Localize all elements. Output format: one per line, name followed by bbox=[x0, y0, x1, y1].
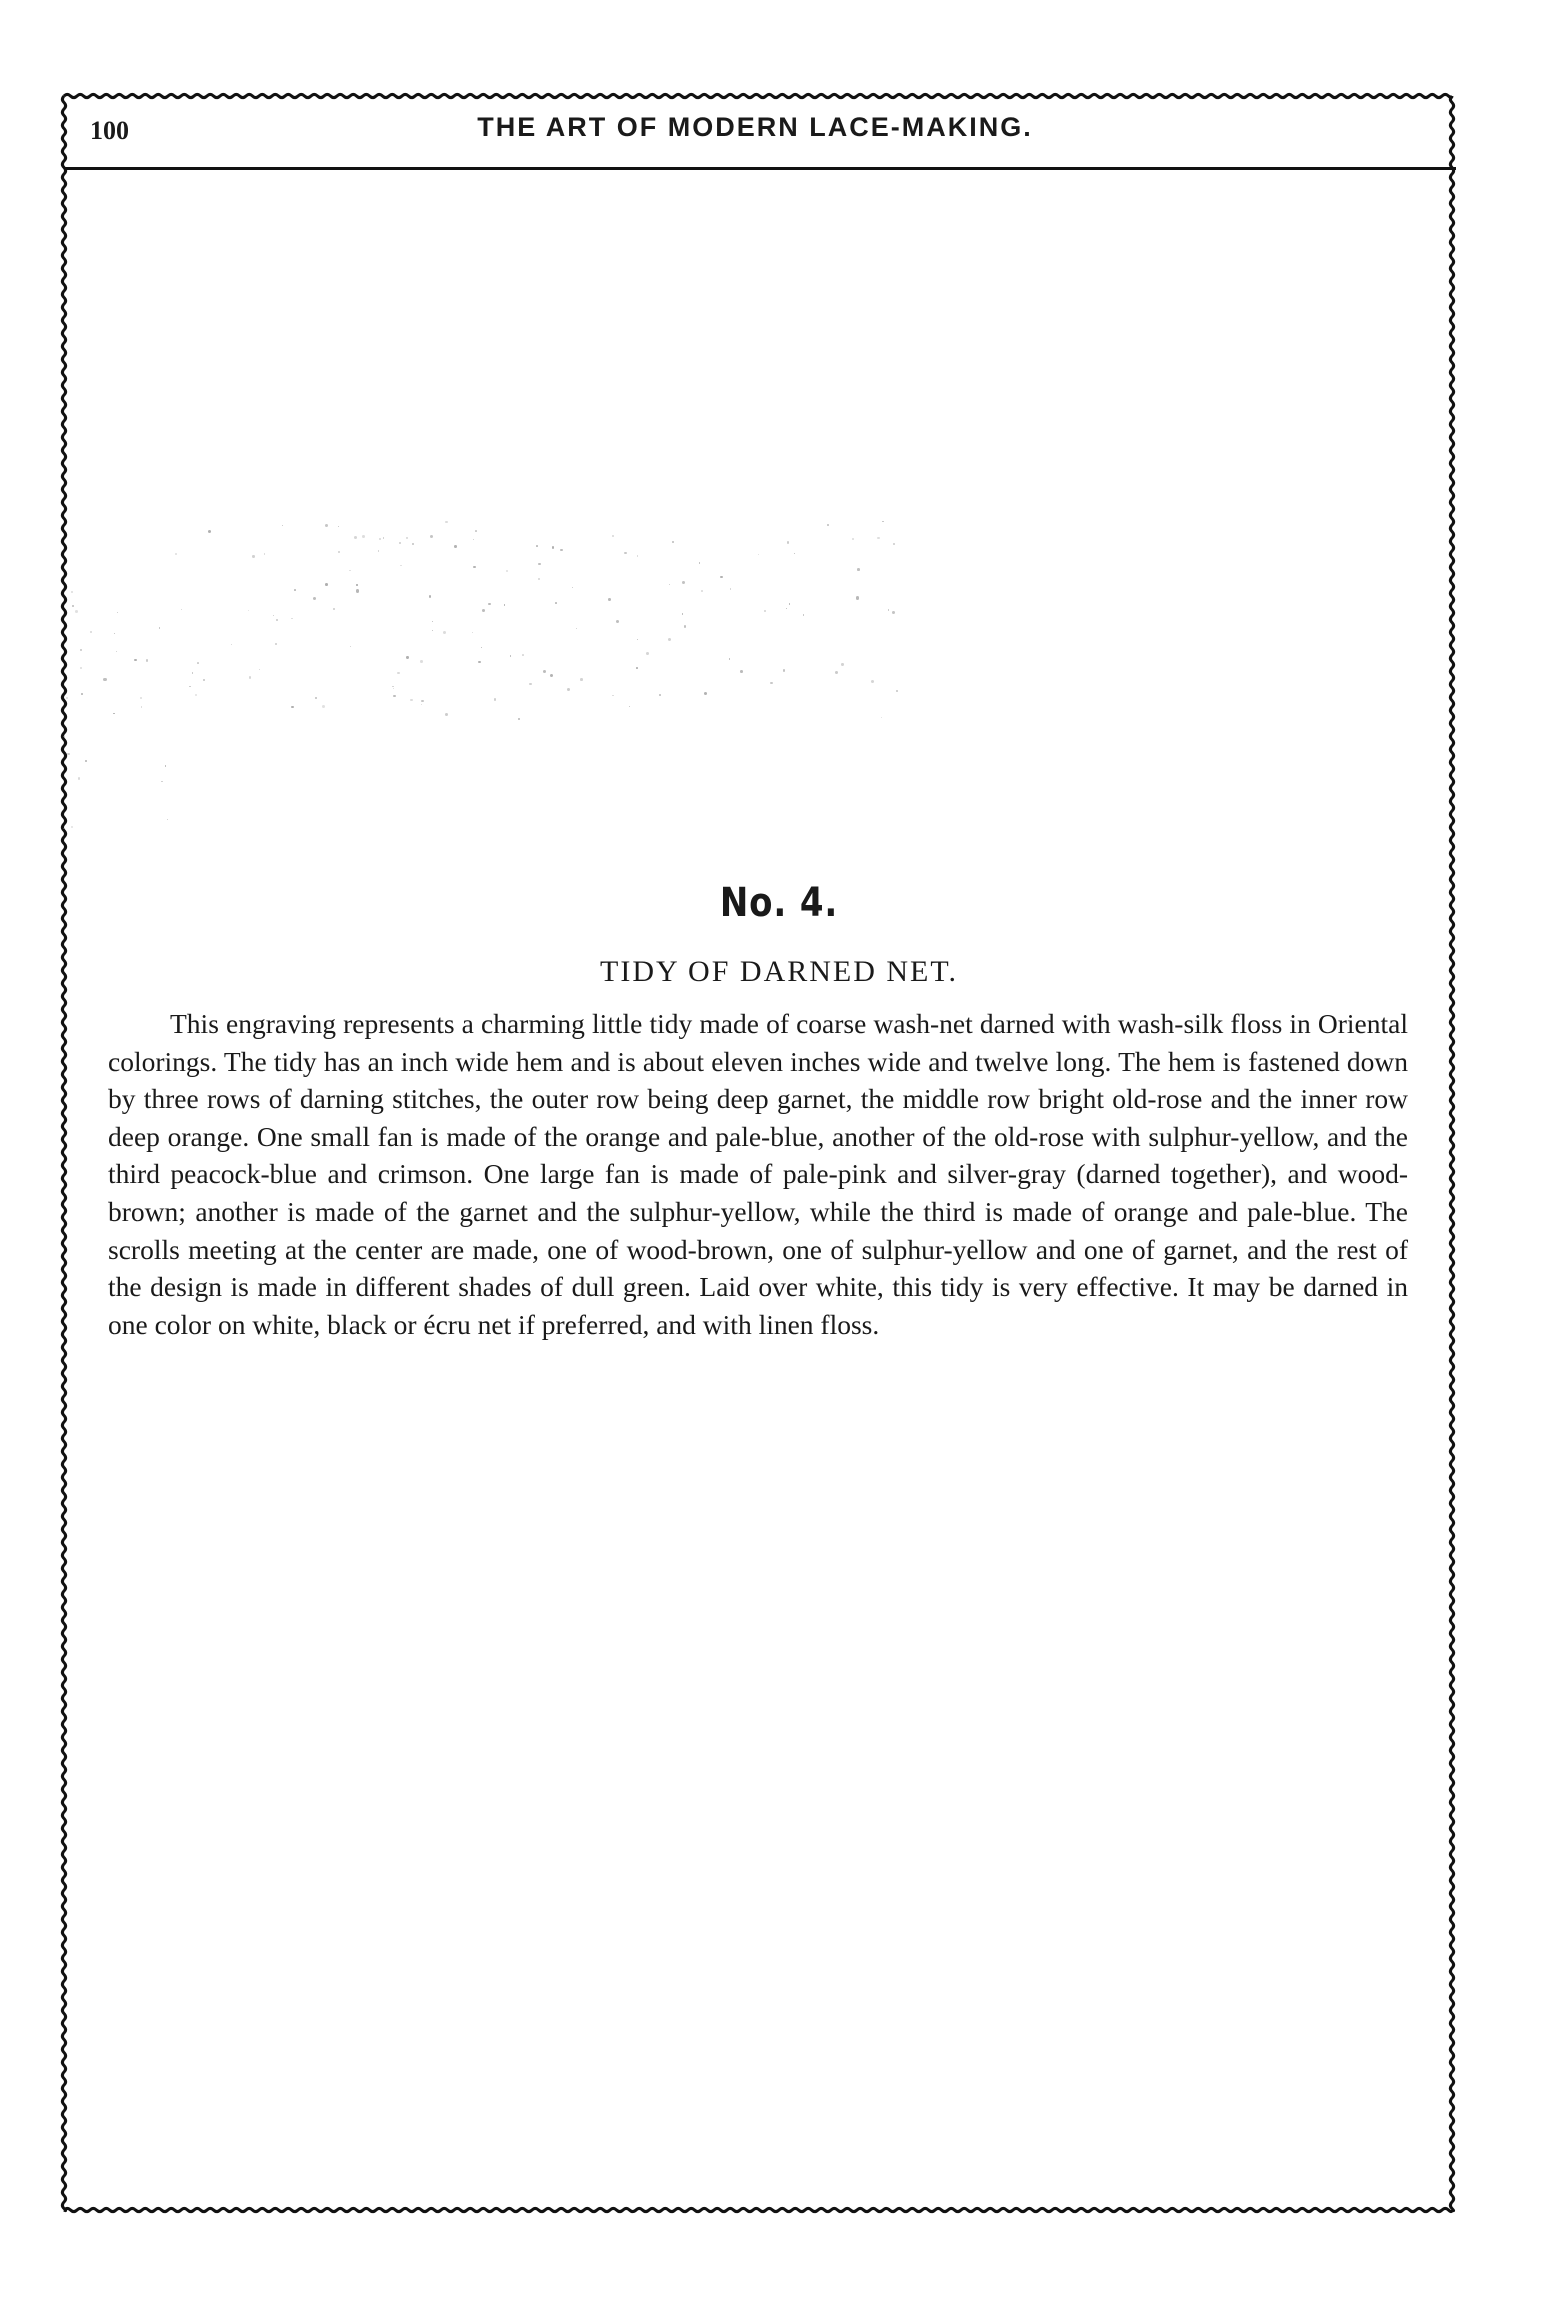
scan-speck bbox=[264, 553, 265, 554]
scan-speck bbox=[522, 654, 524, 656]
scan-speck bbox=[494, 698, 496, 700]
scan-speck bbox=[338, 526, 339, 527]
scan-speck bbox=[117, 612, 118, 613]
scan-speck bbox=[472, 632, 473, 633]
scan-speck bbox=[78, 777, 81, 780]
scan-speck bbox=[354, 536, 357, 539]
scan-speck bbox=[445, 713, 448, 716]
scan-speck bbox=[113, 713, 115, 715]
scan-speck bbox=[421, 700, 423, 702]
scan-speck bbox=[195, 694, 197, 696]
scan-speck bbox=[637, 639, 638, 640]
scan-speck bbox=[429, 595, 431, 597]
scan-speck bbox=[397, 672, 399, 674]
scan-speck bbox=[624, 552, 626, 554]
scan-speck bbox=[786, 608, 787, 609]
scan-speck bbox=[576, 628, 577, 629]
scan-speck bbox=[893, 543, 895, 545]
scan-speck bbox=[333, 608, 335, 610]
scan-speck bbox=[90, 631, 92, 633]
scan-speck bbox=[313, 597, 316, 600]
scan-speck bbox=[197, 662, 199, 664]
scan-speck bbox=[787, 541, 789, 543]
scan-speck bbox=[841, 663, 843, 665]
scan-speck bbox=[248, 610, 249, 611]
scan-speck bbox=[146, 659, 149, 662]
scan-speck bbox=[350, 646, 351, 647]
scan-speck bbox=[393, 695, 396, 698]
scan-speck bbox=[482, 609, 485, 612]
scan-speck bbox=[165, 765, 166, 766]
scan-speck bbox=[445, 521, 447, 523]
scan-speck bbox=[475, 530, 477, 532]
scan-speck bbox=[116, 651, 117, 652]
scan-speck bbox=[432, 630, 433, 631]
scan-speck bbox=[529, 683, 531, 685]
scan-speck bbox=[764, 610, 766, 612]
scan-speck bbox=[208, 530, 211, 533]
scan-speck bbox=[473, 539, 474, 540]
scan-speck bbox=[669, 584, 670, 585]
scan-speck bbox=[857, 568, 860, 571]
scan-speck bbox=[510, 655, 511, 656]
scan-speck bbox=[203, 679, 205, 681]
border-bottom bbox=[64, 2208, 1452, 2211]
scan-speck bbox=[608, 598, 611, 601]
scan-speck bbox=[871, 680, 874, 683]
scan-speck bbox=[892, 611, 895, 614]
scan-speck bbox=[356, 584, 357, 585]
running-title: THE ART OF MODERN LACE-MAKING. bbox=[477, 112, 1033, 142]
scan-speck bbox=[730, 588, 732, 590]
scan-speck bbox=[682, 581, 685, 584]
scan-speck bbox=[400, 565, 402, 567]
scan-speck bbox=[538, 563, 540, 565]
scan-speck bbox=[322, 705, 325, 708]
scan-speck bbox=[770, 682, 773, 685]
scan-speck bbox=[803, 614, 805, 616]
scan-speck bbox=[167, 819, 168, 820]
scan-speck bbox=[835, 671, 838, 674]
scan-speck bbox=[758, 554, 759, 555]
scan-speck bbox=[684, 625, 686, 627]
scan-speck bbox=[399, 542, 401, 544]
scan-speck bbox=[181, 609, 182, 610]
scan-speck bbox=[66, 697, 68, 699]
scan-speck bbox=[421, 704, 422, 705]
scan-speck bbox=[85, 760, 88, 763]
border-right bbox=[1450, 96, 1453, 2211]
scan-speck bbox=[636, 667, 638, 669]
scan-speck bbox=[473, 566, 475, 568]
scan-speck bbox=[729, 658, 730, 659]
scan-speck bbox=[362, 535, 365, 538]
scan-speck bbox=[412, 543, 414, 545]
scan-speck bbox=[543, 670, 546, 673]
scan-speck bbox=[612, 695, 613, 696]
scan-speck bbox=[430, 535, 433, 538]
scan-speck bbox=[481, 647, 482, 648]
scan-speck bbox=[192, 672, 194, 674]
scan-speck bbox=[103, 678, 106, 681]
scan-speck bbox=[249, 676, 252, 679]
scan-speck bbox=[454, 545, 457, 548]
scan-speck bbox=[410, 699, 412, 701]
scan-speck bbox=[612, 535, 614, 537]
scan-speck bbox=[378, 550, 380, 552]
scan-speck bbox=[291, 618, 293, 620]
plate-number: No. 4. bbox=[719, 880, 839, 926]
scan-speck bbox=[159, 627, 161, 629]
scan-speck bbox=[552, 546, 555, 549]
header-rule bbox=[64, 167, 1456, 170]
scan-speck bbox=[80, 649, 81, 650]
scan-speck bbox=[560, 549, 562, 551]
scan-speck bbox=[478, 661, 481, 664]
scan-speck bbox=[794, 553, 795, 554]
scan-speck bbox=[356, 589, 359, 592]
scan-speck bbox=[827, 524, 829, 526]
scan-speck bbox=[538, 578, 539, 579]
scan-speck bbox=[393, 688, 394, 689]
scan-speck bbox=[668, 638, 671, 641]
scan-speck bbox=[81, 693, 83, 695]
scan-speck bbox=[71, 591, 73, 593]
scan-speck bbox=[896, 690, 899, 693]
scan-speck bbox=[291, 706, 293, 708]
running-head bbox=[90, 112, 1420, 152]
scan-speck bbox=[276, 619, 278, 621]
scan-speck bbox=[71, 826, 73, 828]
scan-speck bbox=[536, 545, 538, 547]
scan-speck bbox=[699, 562, 701, 564]
scan-speck bbox=[881, 717, 883, 719]
scan-speck bbox=[852, 538, 854, 540]
scan-speck bbox=[518, 718, 520, 720]
scan-speck bbox=[406, 537, 407, 538]
page-number: 100 bbox=[90, 116, 129, 145]
scan-speck bbox=[140, 697, 142, 699]
scan-speck bbox=[273, 615, 274, 616]
scan-speck bbox=[161, 781, 162, 782]
scan-speck bbox=[259, 669, 260, 670]
scan-speck bbox=[704, 692, 707, 695]
scan-speck bbox=[134, 659, 136, 661]
scan-speck bbox=[67, 753, 70, 756]
scan-speck bbox=[646, 652, 649, 655]
scan-speck bbox=[252, 555, 254, 557]
scan-speck bbox=[406, 656, 408, 658]
scan-speck bbox=[231, 644, 232, 645]
scan-speck bbox=[443, 631, 446, 634]
scan-speck bbox=[383, 537, 384, 538]
border-top bbox=[64, 94, 1452, 97]
scan-speck bbox=[75, 610, 78, 613]
scan-speck bbox=[63, 828, 65, 830]
scan-speck bbox=[282, 525, 283, 526]
scan-speck bbox=[672, 541, 674, 543]
scan-speck bbox=[550, 674, 553, 677]
scan-speck bbox=[856, 596, 859, 599]
scan-speck bbox=[720, 576, 722, 578]
scan-speck bbox=[701, 590, 703, 592]
scan-speck bbox=[506, 570, 508, 572]
scan-speck bbox=[659, 694, 661, 696]
border-left bbox=[62, 96, 65, 2211]
scan-speck bbox=[877, 537, 880, 540]
scan-speck bbox=[275, 643, 277, 645]
scan-speck bbox=[175, 553, 177, 555]
scan-speck bbox=[325, 524, 328, 527]
scan-speck bbox=[325, 583, 328, 586]
scan-speck bbox=[616, 620, 619, 623]
scan-speck bbox=[349, 570, 351, 572]
scan-speck bbox=[882, 521, 883, 522]
scan-speck bbox=[294, 589, 296, 591]
scan-speck bbox=[682, 613, 684, 615]
scan-speck bbox=[114, 633, 116, 635]
section-title: TIDY OF DARNED NET. bbox=[600, 955, 958, 988]
scan-speck bbox=[740, 670, 743, 673]
article-body: This engraving represents a charming little tidy made of coarse wash-net darned with wash-silk floss in Oriental colorings. The tidy has an inch wide hem and is about eleven inches wide and twelve long. The hem is fastened down by three rows of darning stitches, the outer row being deep garnet, the middle row bright old-rose and the inner row deep orange. One small fan is made of the orange and pale-blue, another of the old-rose with sulphur-yellow, and the third peacock-blue and crimson. One large fan is made of pale-pink and silver-gray (darned together), and wood-brown; another is made of the garnet and the sulphur-yellow, while the third is made of orange and pale-blue. The scrolls meeting at the center are made, one of wood-brown, one of sulphur-yellow and one of garnet, and the rest of the design is made in different shades of dull green. Laid over white, this tidy is very effective. It may be darned in one color on white, black or écru net if preferred, and with linen floss. bbox=[108, 1008, 1408, 1340]
scan-speck bbox=[629, 706, 630, 707]
scan-speck bbox=[379, 538, 381, 540]
scan-speck bbox=[555, 602, 557, 604]
scan-speck bbox=[580, 678, 583, 681]
scan-speck bbox=[338, 551, 341, 554]
scan-speck bbox=[789, 603, 791, 605]
scan-speck bbox=[888, 609, 890, 611]
scan-speck bbox=[637, 555, 638, 556]
scan-speck bbox=[432, 621, 433, 622]
scan-speck bbox=[63, 736, 65, 738]
scan-speck bbox=[189, 686, 190, 687]
scan-speck bbox=[315, 697, 317, 699]
scan-speck bbox=[420, 660, 423, 663]
scan-speck bbox=[72, 605, 74, 607]
scan-speck bbox=[488, 603, 491, 606]
scan-speck bbox=[783, 669, 785, 671]
scan-speck bbox=[567, 688, 570, 691]
scan-speck bbox=[80, 667, 82, 669]
scan-speck bbox=[572, 587, 574, 589]
scan-speck bbox=[141, 706, 142, 707]
scan-speck bbox=[504, 604, 505, 605]
